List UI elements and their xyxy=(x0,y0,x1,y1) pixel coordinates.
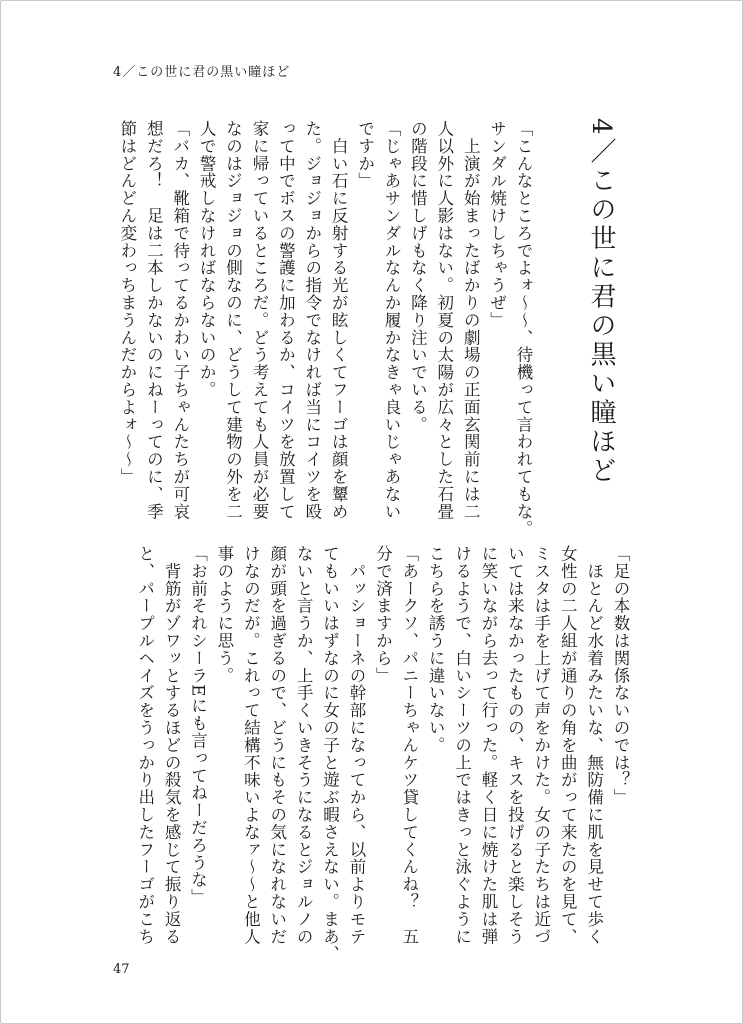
text-column: 人以外に人影はない。初夏の太陽が広々とした石畳 xyxy=(434,120,454,521)
page-number: 47 xyxy=(113,962,130,977)
text-column: いては来なかったものの、キスを投げると楽しそう xyxy=(505,545,525,946)
text-column: ですか」 xyxy=(355,120,375,190)
text-column: てもいいはずなのに女の子と遊ぶ暇さえない。まあ、 xyxy=(320,545,340,963)
text-column: 背筋がゾワッとするほどの殺気を感じて振り返る xyxy=(162,545,182,946)
text-column: 家に帰っているところだ。どう考えても人員が必要 xyxy=(249,120,269,521)
text-column: 想だろ！ 足は二本しかないのにねーってのに、季 xyxy=(144,120,164,521)
text-column: 女性の二人組が通りの角を曲がって来たのを見て、 xyxy=(558,545,578,946)
text-column: なのはジョジョの側なのに、どうして建物の外を二 xyxy=(223,120,243,521)
text-column: 節はどんどん変わっちまうんだからよォ〜〜」 xyxy=(117,120,137,486)
text-column: パッショーネの幹部になってから、以前よりモテ xyxy=(346,545,366,946)
chapter-title: 4／この世に君の黒い瞳ほど xyxy=(586,118,616,486)
text-column: 人で警戒しなければならないのか。 xyxy=(197,120,217,399)
running-header: 4／この世に君の黒い瞳ほど xyxy=(113,65,291,80)
text-column: 「足の本数は関係ないのでは？」 xyxy=(611,545,630,806)
text-column: 「こんなところでよォ〜〜、待機って言われてもな。 xyxy=(514,120,533,538)
upper-text-block xyxy=(114,120,537,538)
text-column: 「じゃあサンダルなんか履かなきゃ良いじゃあない xyxy=(381,120,401,521)
text-column: ほとんど水着みたいな、無防備に肌を見せて歩く xyxy=(584,545,604,946)
text-column: 事のように思う。 xyxy=(214,545,234,685)
text-column: サンダル焼けしちゃうぜ」 xyxy=(487,120,507,329)
text-column: と、パープルヘイズをうっかり出したフーゴがこち xyxy=(135,545,155,946)
text-column: の階段に惜しげもなく降り注いでいる。 xyxy=(408,120,428,434)
text-column: 上演が始まったばかりの劇場の正面玄関前には二 xyxy=(461,120,481,521)
text-column: に笑いながら去って行った。軽く日に焼けた肌は弾 xyxy=(478,545,498,946)
lower-text-block xyxy=(131,545,633,963)
text-column: ないと言うか、上手くいきそうになるとジョルノの xyxy=(294,545,314,946)
text-column: 「あークソ、パニーちゃんケツ貸してくんね？ 五 xyxy=(399,545,419,946)
text-column: 「バカ、靴箱で待ってるかわい子ちゃんたちが可哀 xyxy=(170,120,190,521)
text-column: こちらを誘うに違いない。 xyxy=(426,545,446,754)
text-column: けるようで、白いシーツの上ではきっと泳ぐように xyxy=(452,545,472,946)
text-column: 顔が頭を過ぎるので、どうにもその気になれないだ xyxy=(267,545,287,946)
text-column: 分で済ますから」 xyxy=(373,545,393,685)
text-column: た。ジョジョからの指令でなければ当にコイツを殴 xyxy=(302,120,322,521)
text-column: ミスタは手を上げて声をかけた。女の子たちは近づ xyxy=(531,545,551,946)
text-column: 「お前それシーラEにも言ってねーだろうな」 xyxy=(188,545,208,906)
text-column: 白い石に反射する光が眩しくてフーゴは顔を顰め xyxy=(329,120,349,521)
text-column: って中でボスの警護に加わるか、コイツを放置して xyxy=(276,120,296,521)
text-column: けなのだが。これって結構不味いよなァ〜〜と他人 xyxy=(241,545,261,946)
